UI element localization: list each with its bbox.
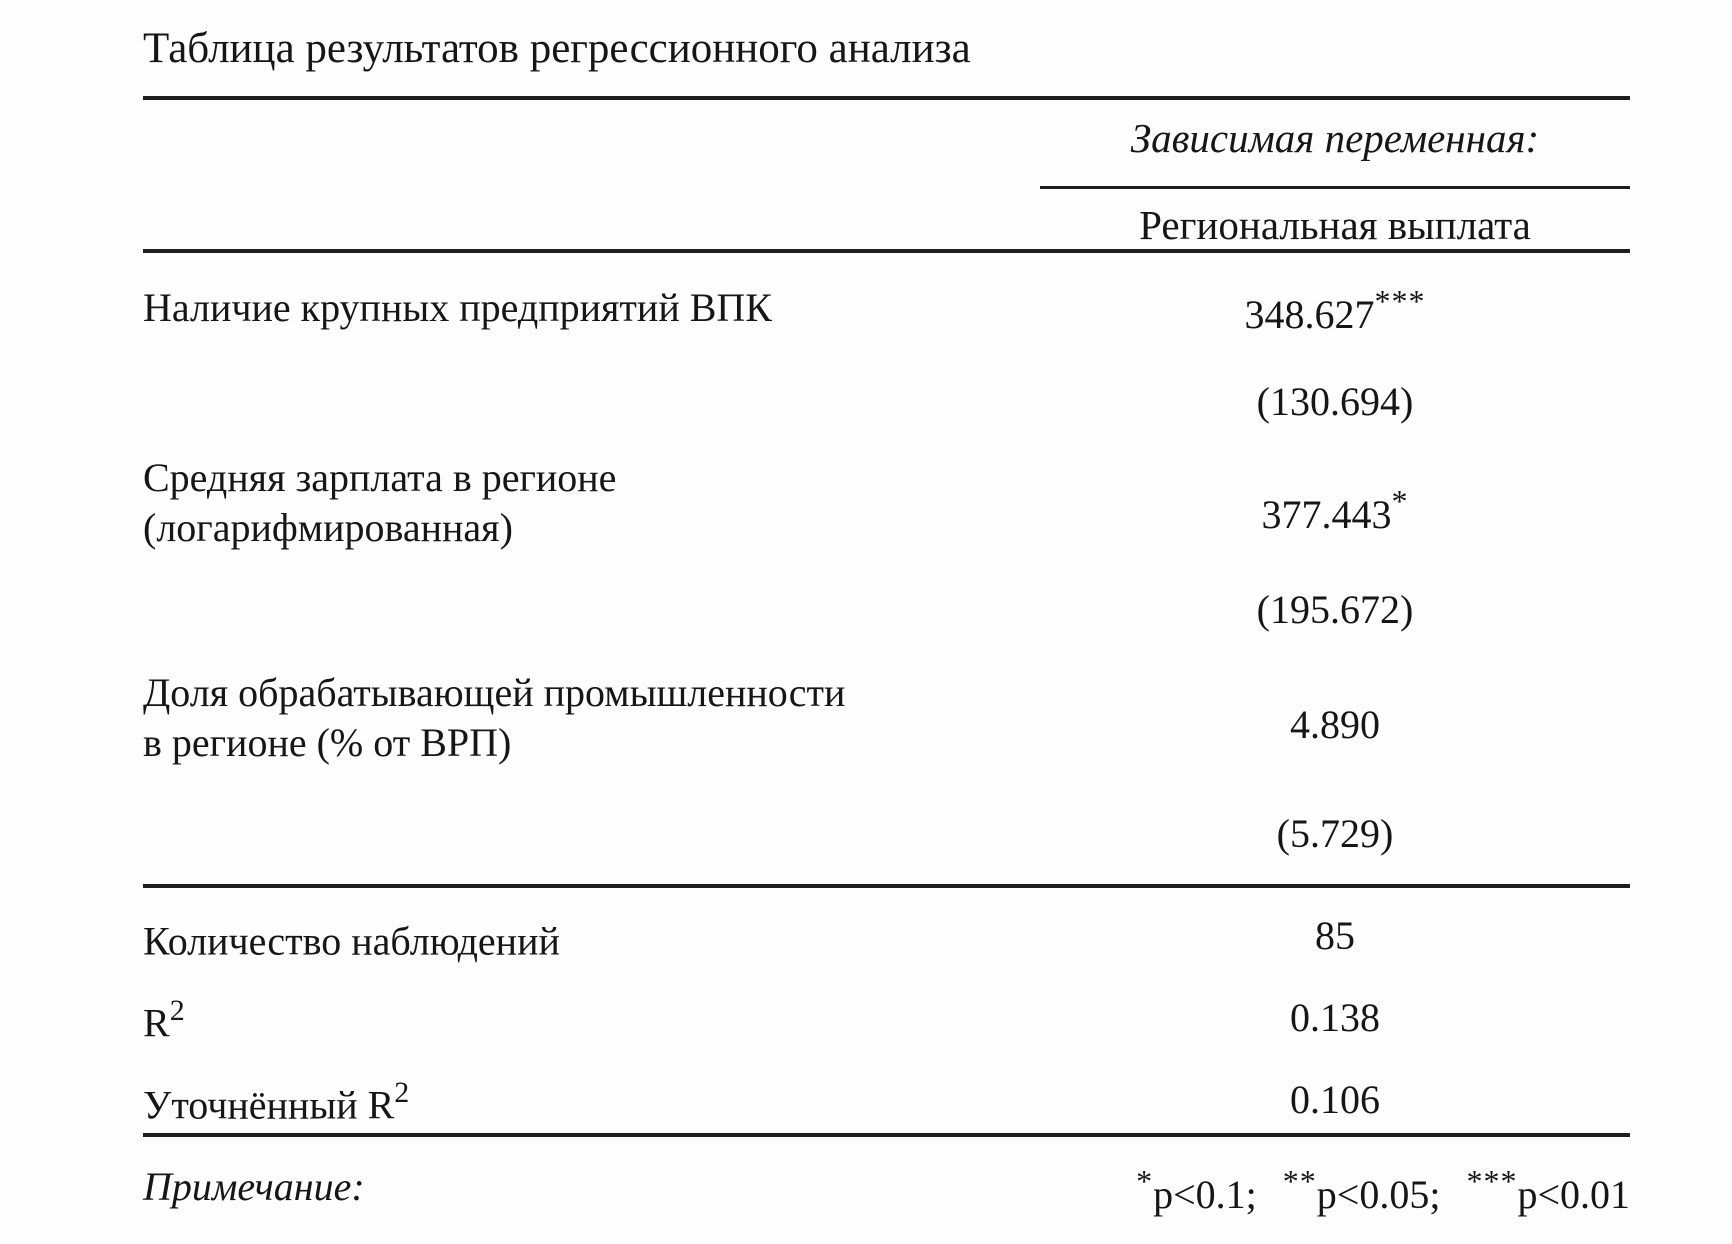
coefficient-number: 348.627 — [1244, 292, 1375, 337]
significance-legend — [365, 1163, 1630, 1218]
significance-stars: ** — [1282, 1163, 1317, 1199]
dependent-variable-caption: Зависимая переменная: — [1040, 100, 1630, 189]
predictor-label-line1: Наличие крупных предприятий ВПК — [143, 285, 772, 330]
statistic-label-text: Уточнённый R — [143, 1082, 395, 1128]
regression-table — [143, 0, 1630, 1218]
model-statistics-section — [143, 888, 1630, 1137]
statistic-value: 85 — [1315, 913, 1355, 958]
note-label: Примечание: — [143, 1164, 365, 1209]
significance-legend-item — [1466, 1163, 1630, 1217]
statistic-label — [143, 994, 1040, 1052]
coefficient-number: 377.443 — [1261, 492, 1392, 537]
table-row — [143, 638, 1630, 884]
statistic-value: 0.106 — [1290, 1077, 1380, 1122]
coefficient-cell — [1040, 253, 1630, 423]
coefficient-cell — [1040, 423, 1630, 638]
table-note — [143, 1137, 1630, 1218]
coefficient-number: 4.890 — [1290, 702, 1380, 747]
table-row — [143, 1052, 1630, 1133]
table-row — [143, 888, 1630, 970]
statistic-label-text: Количество наблюдений — [143, 918, 560, 964]
significance-threshold: p<0.1; — [1153, 1172, 1257, 1217]
standard-error: (5.729) — [1276, 811, 1394, 856]
coefficient-cell — [1040, 638, 1630, 884]
standard-error: (130.694) — [1256, 379, 1414, 424]
predictor-label-line1: Доля обрабатывающей промышленности — [143, 670, 846, 715]
predictor-label-line1: Средняя зарплата в регионе — [143, 455, 617, 500]
statistic-label — [143, 912, 1040, 970]
significance-legend-item — [1282, 1163, 1441, 1217]
table-row — [143, 253, 1630, 423]
dependent-variable-column-header — [1040, 100, 1630, 249]
significance-stars: *** — [1466, 1163, 1518, 1199]
significance-legend-item — [1136, 1163, 1257, 1217]
significance-stars: * — [1136, 1163, 1154, 1199]
header-spacer — [143, 100, 1040, 249]
significance-threshold: p<0.05; — [1316, 1172, 1441, 1217]
significance-stars: * — [1391, 483, 1409, 519]
statistic-value: 0.138 — [1290, 995, 1380, 1040]
coefficient-value — [1040, 423, 1630, 538]
statistic-label — [143, 1076, 1040, 1133]
significance-stars: *** — [1374, 283, 1426, 319]
predictor-label — [143, 423, 1040, 638]
predictor-label — [143, 253, 1040, 423]
predictor-label-line2: в регионе (% от ВРП) — [143, 720, 512, 765]
coefficients-section — [143, 253, 1630, 888]
coefficient-value — [1040, 638, 1630, 748]
table-row — [143, 423, 1630, 638]
standard-error: (195.672) — [1256, 587, 1414, 632]
table-header — [143, 100, 1630, 253]
table-row — [143, 970, 1630, 1052]
coefficient-value — [1040, 253, 1630, 338]
statistic-label-text: R — [143, 1000, 170, 1046]
dependent-variable-name: Региональная выплата — [1139, 202, 1531, 248]
predictor-label-line2: (логарифмированная) — [143, 505, 513, 550]
statistic-label-superscript: 2 — [394, 1076, 410, 1109]
page-title: Таблица результатов регрессионного анализа — [143, 0, 1630, 100]
predictor-label — [143, 638, 1040, 884]
significance-threshold: p<0.01 — [1517, 1172, 1630, 1217]
statistic-label-superscript: 2 — [169, 994, 185, 1027]
